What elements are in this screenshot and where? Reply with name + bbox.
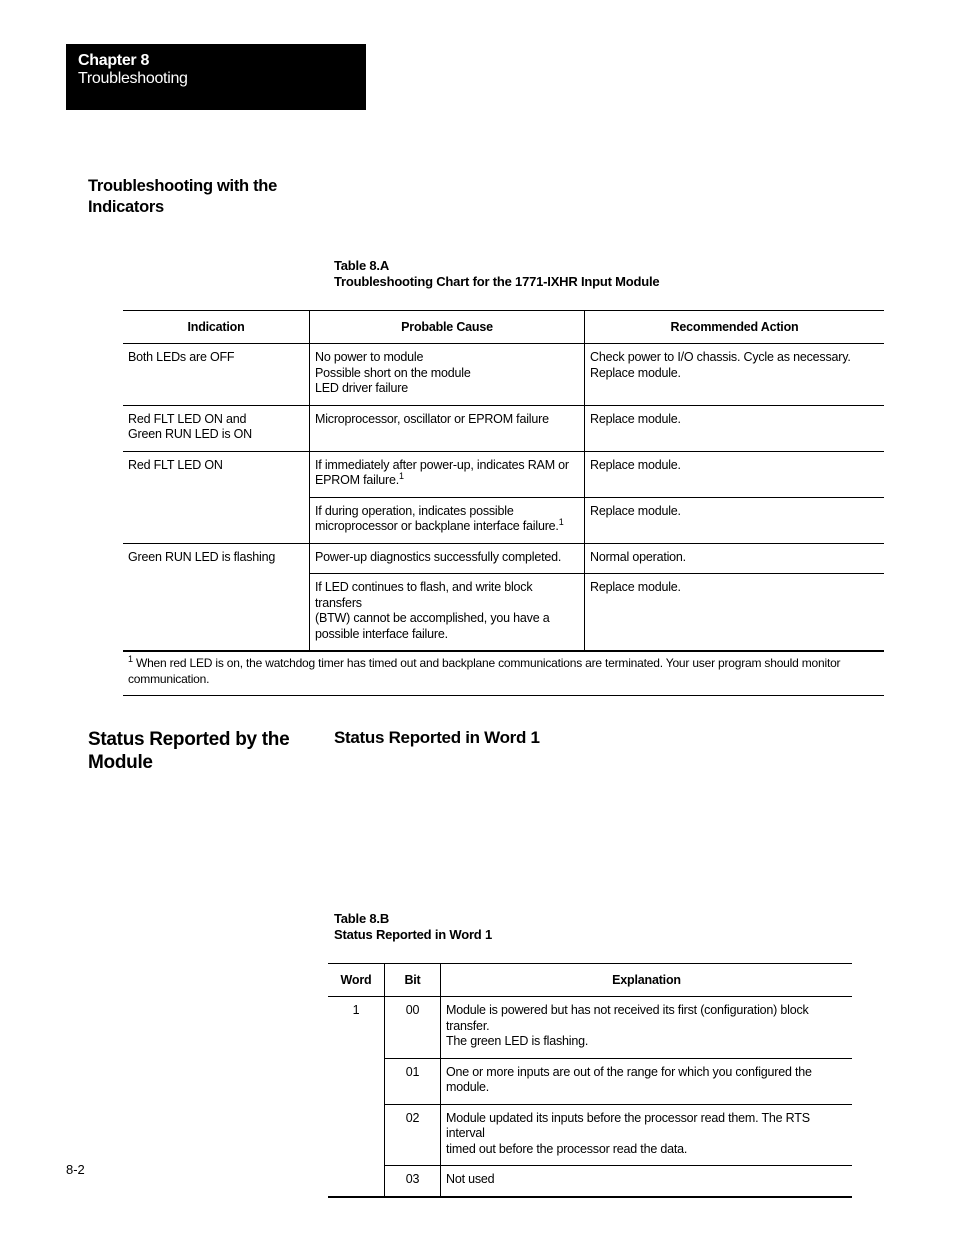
cause-cell: If during operation, indicates possible microprocessor or backplane interface failure.$^1$ [310, 497, 585, 543]
footnote-text: When red LED is on, the watchdog timer has timed out and backplane communications are terminated. Your user program should monitor communication. [128, 656, 841, 686]
table-header-row [328, 964, 852, 997]
table-row [123, 543, 884, 574]
section-heading-status: Status Reported by the Module [88, 729, 290, 773]
table-row [328, 997, 852, 1059]
action-cell: Replace module. [585, 451, 885, 497]
status-table [328, 963, 852, 1198]
action-cell: Replace module. [585, 574, 885, 652]
chapter-number: Chapter 8 [78, 52, 150, 69]
cause-cell: If immediately after power-up, indicates RAM or EPROM failure.$^1$ [310, 451, 585, 497]
footnote-reference: 1 [558, 517, 564, 527]
column-header-bit: Bit [385, 964, 441, 997]
column-header-explanation: Explanation [441, 964, 853, 997]
table-row [328, 1058, 852, 1104]
bit-cell: 03 [385, 1166, 441, 1197]
column-header-recommended-action: Recommended Action [585, 311, 885, 344]
cause-cell: Microprocessor, oscillator or EPROM failure [310, 405, 585, 451]
explanation-cell: Not used [441, 1166, 853, 1197]
table-row [123, 451, 884, 497]
table-b-caption [334, 911, 492, 943]
page-number: 8-2 [66, 1162, 85, 1177]
indication-cell: Red FLT LED ON and Green RUN LED is ON [123, 405, 310, 451]
chapter-header [66, 44, 366, 110]
column-header-word: Word [328, 964, 385, 997]
explanation-cell: Module is powered but has not received its first (configuration) block transfer. The green LED is flashing. [441, 997, 853, 1059]
table-row [328, 1104, 852, 1166]
cause-cell: No power to module Possible short on the module LED driver failure [310, 344, 585, 406]
cause-cell: If LED continues to flash, and write block transfers (BTW) cannot be accomplished, you have a possible interface failure. [310, 574, 585, 652]
column-header-probable-cause: Probable Cause [310, 311, 585, 344]
explanation-cell: Module updated its inputs before the processor read them. The RTS interval timed out before the processor read the data. [441, 1104, 853, 1166]
action-cell: Check power to I/O chassis. Cycle as necessary. Replace module. [585, 344, 885, 406]
table-header-row [123, 311, 884, 344]
cause-cell: Power-up diagnostics successfully completed. [310, 543, 585, 574]
table-row [123, 405, 884, 451]
section-heading-troubleshooting: Troubleshooting with the Indicators [88, 177, 277, 216]
indication-cell: Green RUN LED is flashing [123, 543, 310, 651]
table-row [328, 1166, 852, 1197]
action-cell: Normal operation. [585, 543, 885, 574]
table-footnote [123, 651, 884, 696]
footnote-mark: 1 [128, 654, 133, 664]
table-row [123, 344, 884, 406]
table-b-title: Status Reported in Word 1 [334, 927, 492, 942]
footnote-reference: 1 [399, 471, 404, 481]
column-header-indication: Indication [123, 311, 310, 344]
word-cell: 1 [328, 997, 385, 1197]
action-cell: Replace module. [585, 497, 885, 543]
chapter-title: Troubleshooting [78, 70, 188, 87]
troubleshooting-table [123, 310, 884, 696]
bit-cell: 00 [385, 997, 441, 1059]
table-footnote-row [123, 651, 884, 696]
status-subheading: Status Reported in Word 1 [334, 728, 540, 747]
table-a-title: Troubleshooting Chart for the 1771-IXHR Input Module [334, 274, 660, 289]
table-a-caption [334, 258, 659, 290]
bit-cell: 01 [385, 1058, 441, 1104]
indication-cell: Both LEDs are OFF [123, 344, 310, 406]
table-a-label: Table 8.A [334, 258, 390, 273]
bit-cell: 02 [385, 1104, 441, 1166]
indication-cell: Red FLT LED ON [123, 451, 310, 543]
action-cell: Replace module. [585, 405, 885, 451]
explanation-cell: One or more inputs are out of the range for which you configured the module. [441, 1058, 853, 1104]
table-b-label: Table 8.B [334, 911, 390, 926]
